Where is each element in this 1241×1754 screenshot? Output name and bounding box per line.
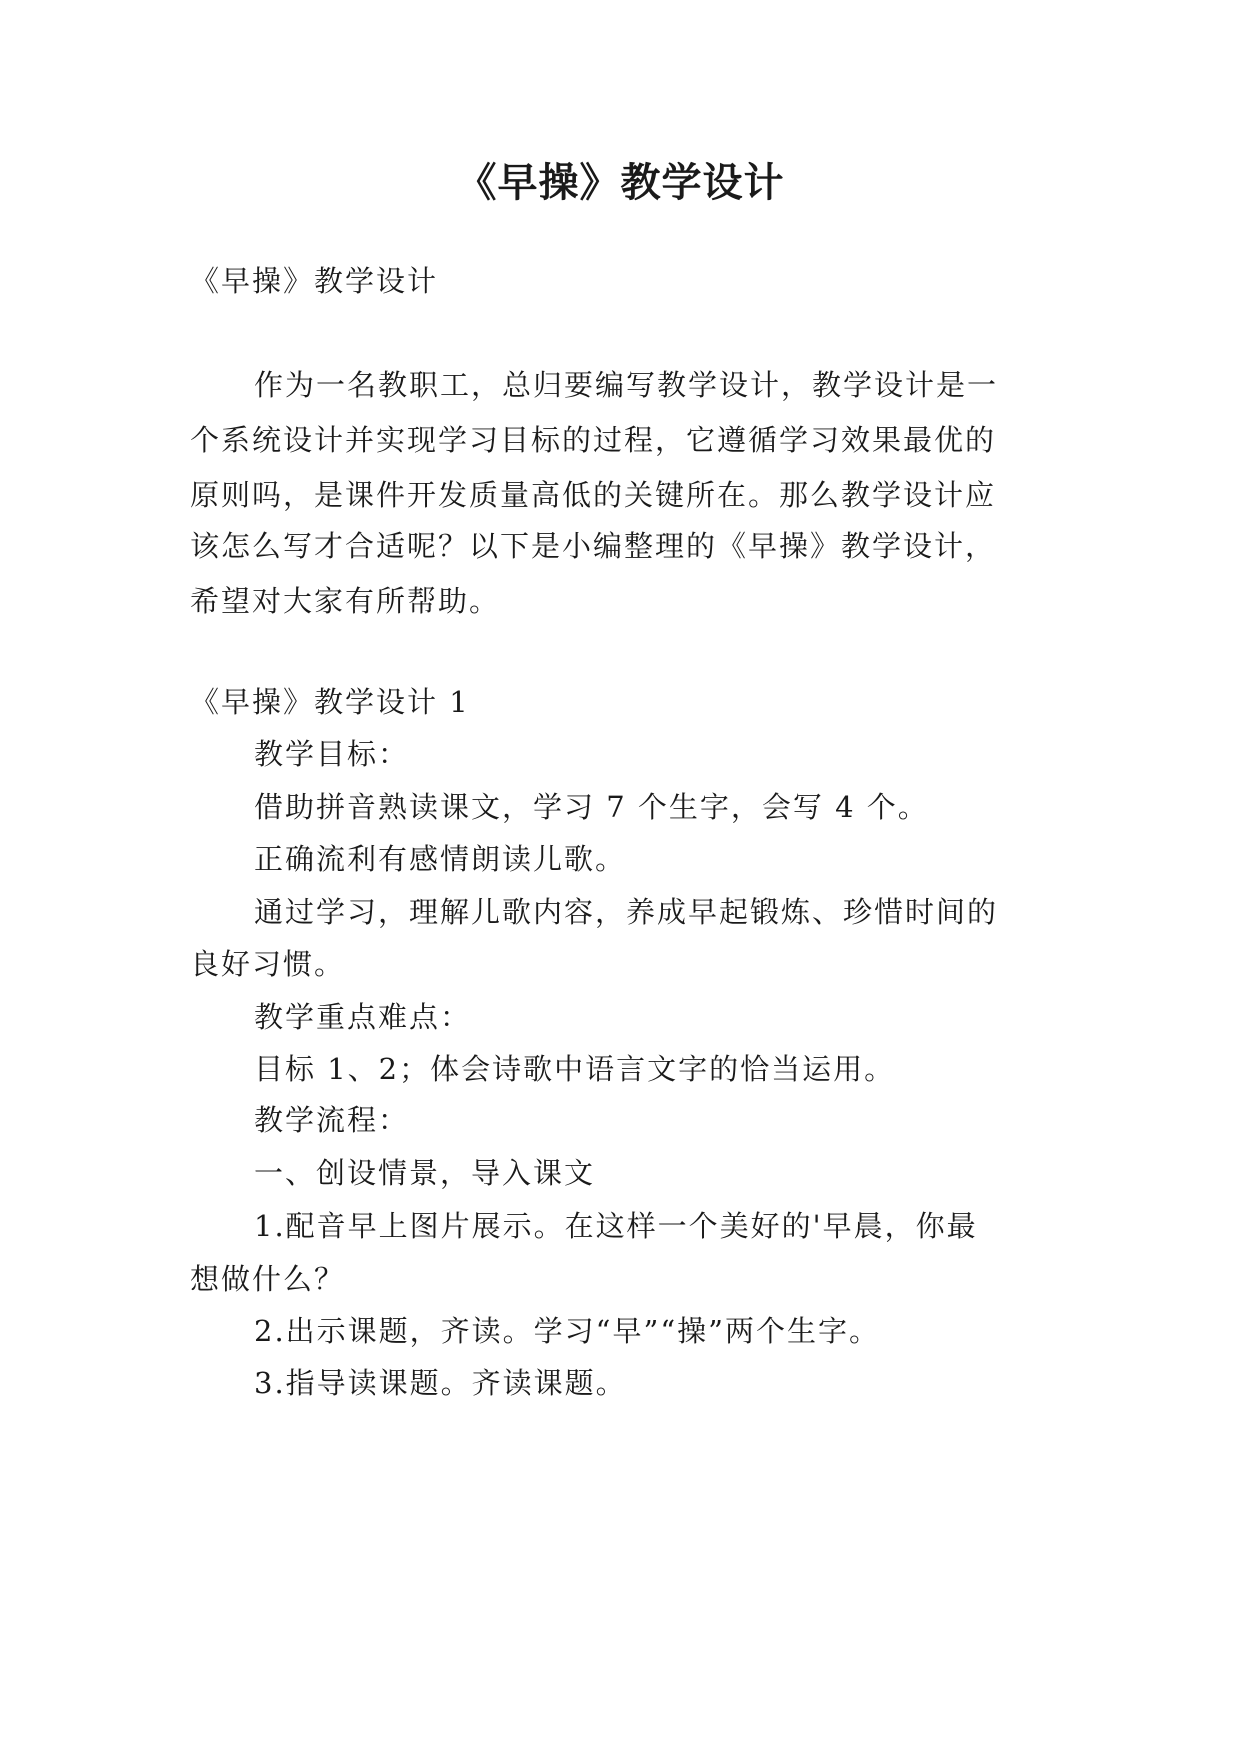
step-1-item-2: 2.出示课题，齐读。学习“早”“操”两个生字。 — [254, 1314, 880, 1348]
step-1-item-1-line-2: 想做什么？ — [190, 1262, 346, 1296]
goal-3-line-2: 良好习惯。 — [190, 947, 346, 981]
key-points-text: 目标 1、2；体会诗歌中语言文字的恰当运用。 — [254, 1052, 896, 1086]
goal-3-line-1: 通过学习，理解儿歌内容，养成早起锻炼、珍惜时间的 — [254, 895, 999, 929]
document-title: 《早操》教学设计 — [456, 160, 785, 206]
intro-line-3: 原则吗，是课件开发质量高低的关键所在。那么教学设计应 — [190, 478, 997, 512]
intro-line-2: 个系统设计并实现学习目标的过程，它遵循学习效果最优的 — [190, 423, 997, 457]
document-subtitle: 《早操》教学设计 — [190, 264, 439, 298]
step-1-item-1-line-1: 1.配音早上图片展示。在这样一个美好的'早晨，你最 — [254, 1209, 978, 1243]
section-heading: 《早操》教学设计 1 — [190, 685, 470, 719]
intro-line-5: 希望对大家有所帮助。 — [190, 584, 501, 618]
step-1-heading: 一、创设情景，导入课文 — [254, 1156, 596, 1190]
goal-2: 正确流利有感情朗读儿歌。 — [254, 842, 627, 876]
goal-1: 借助拼音熟读课文，学习 7 个生字，会写 4 个。 — [254, 790, 929, 824]
key-points-label: 教学重点难点： — [254, 1000, 472, 1034]
step-1-item-3: 3.指导读课题。齐读课题。 — [254, 1366, 627, 1400]
intro-line-4: 该怎么写才合适呢？以下是小编整理的《早操》教学设计， — [190, 529, 997, 563]
flow-label: 教学流程： — [254, 1103, 410, 1137]
goals-label: 教学目标： — [254, 737, 410, 771]
intro-line-1: 作为一名教职工，总归要编写教学设计，教学设计是一 — [254, 368, 999, 402]
